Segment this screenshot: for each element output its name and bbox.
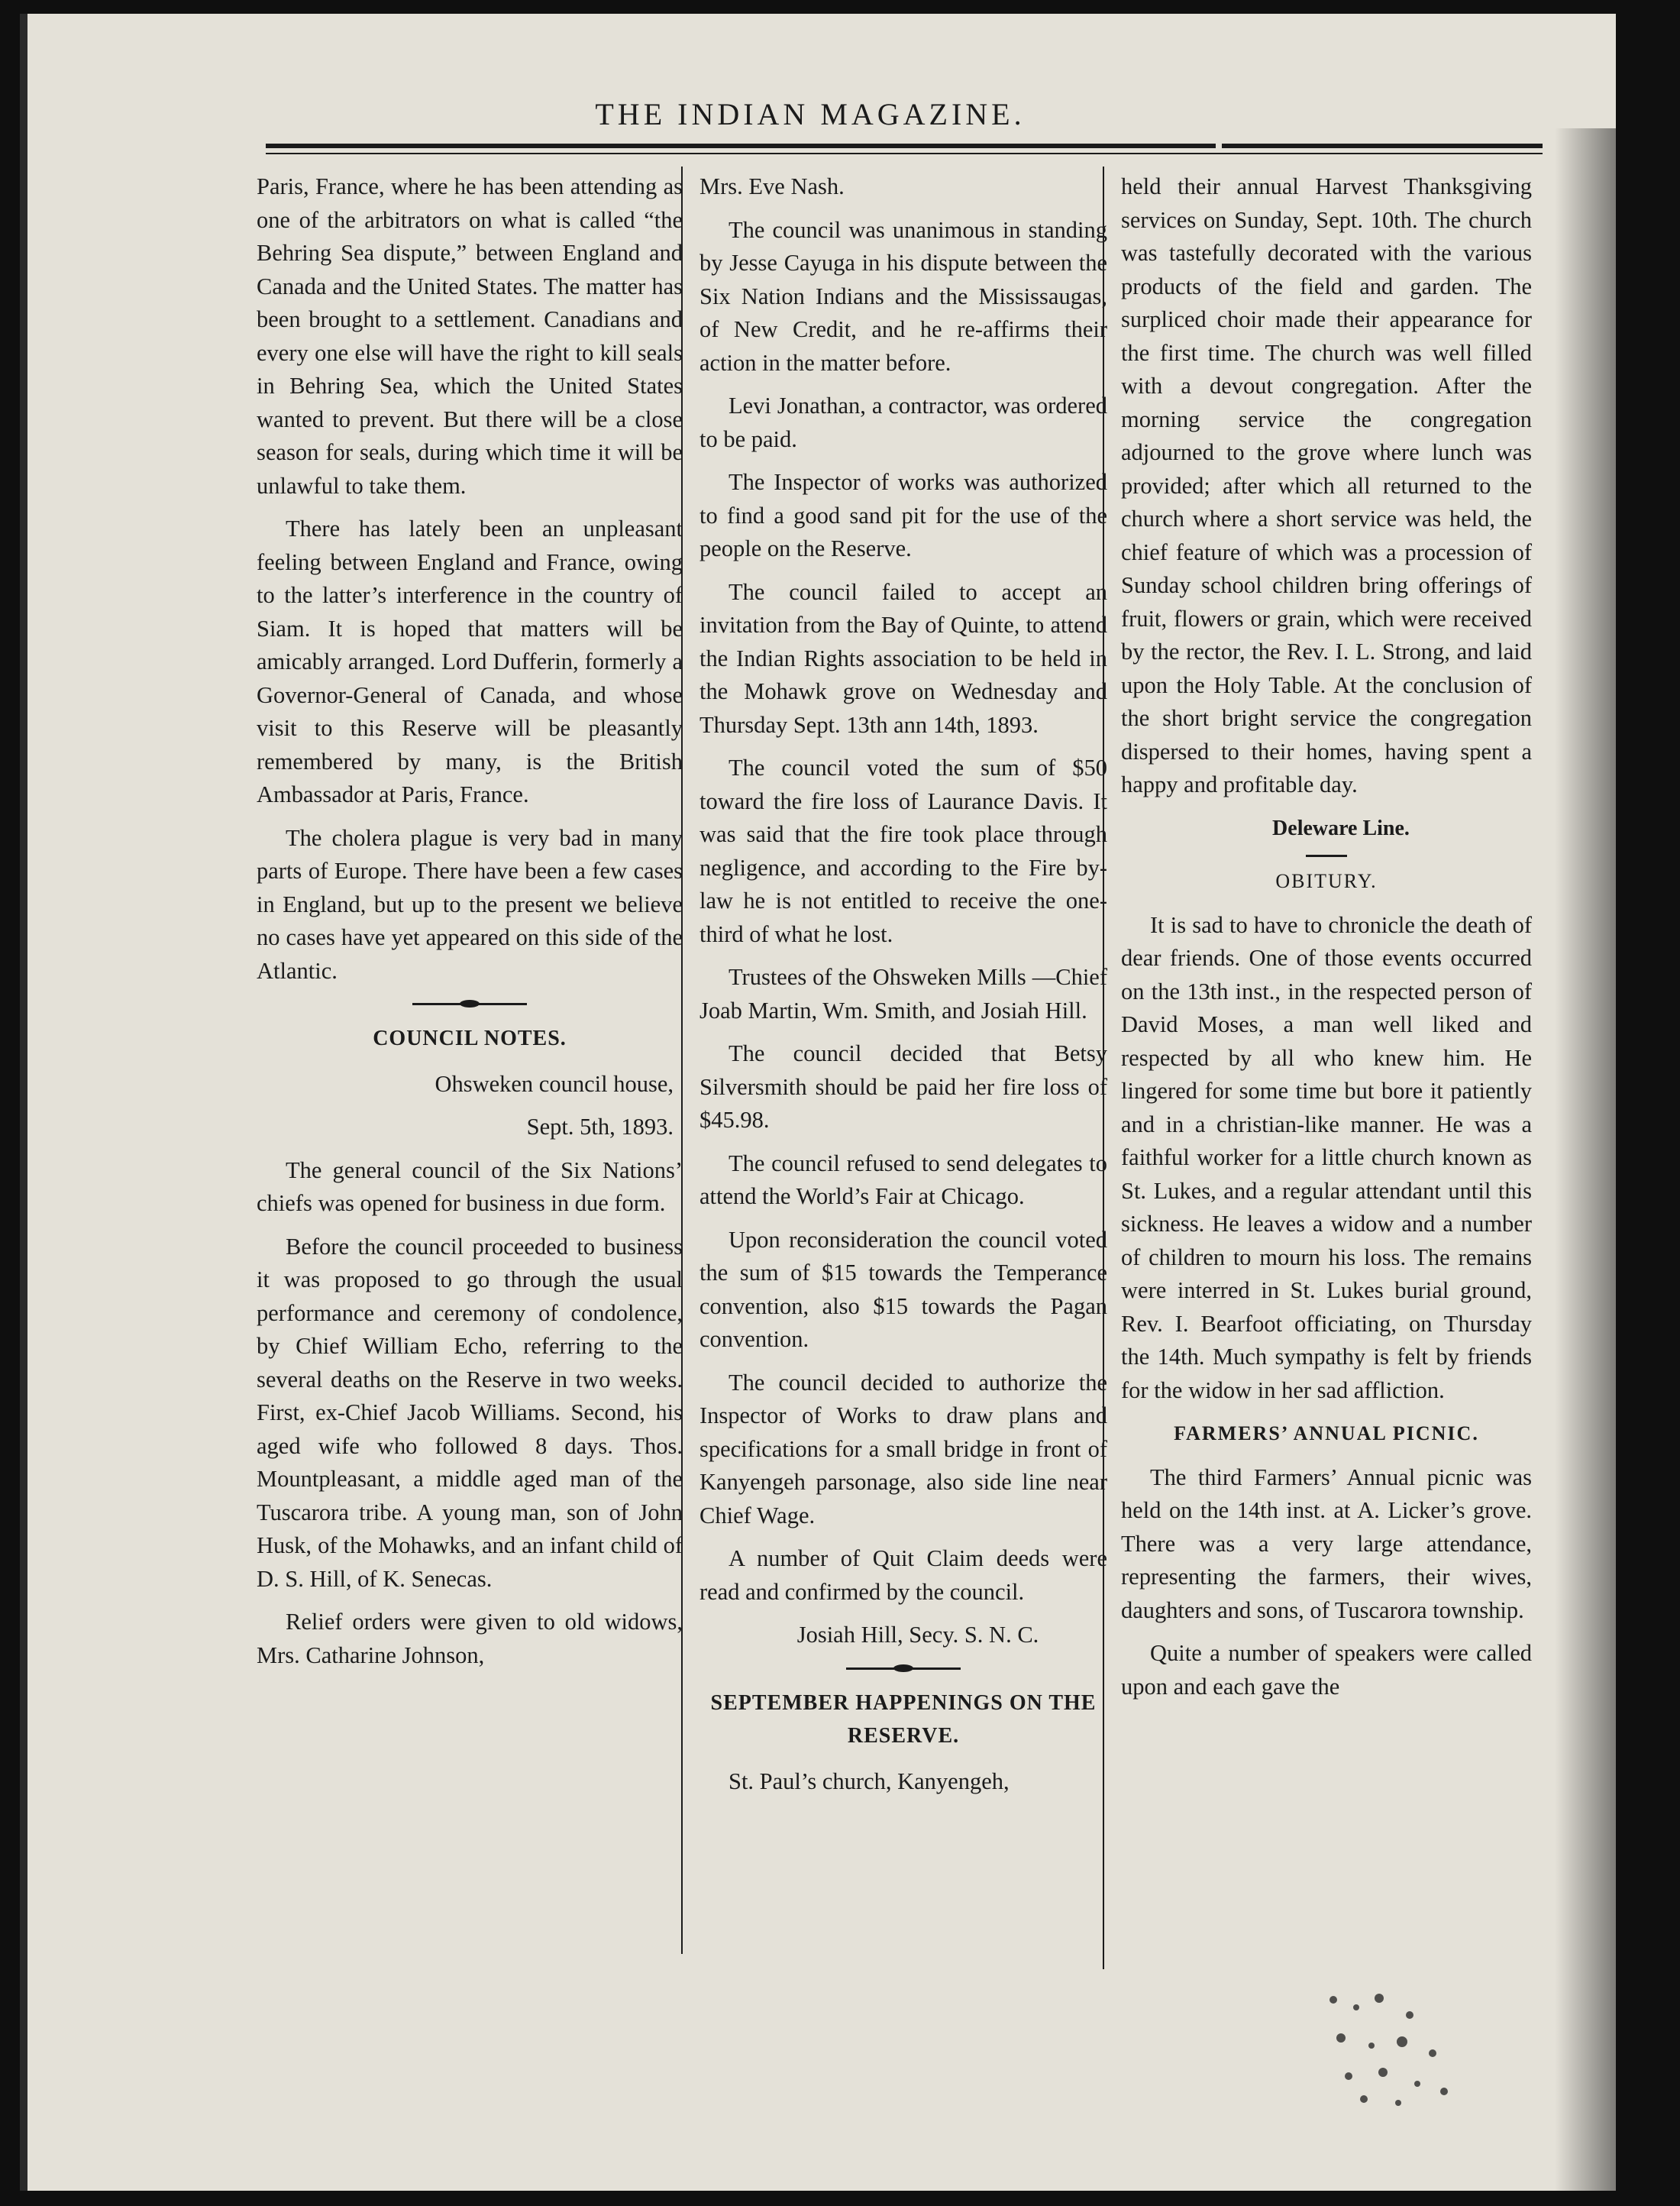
column-1 xyxy=(257,170,683,1682)
september-happenings-heading: SEPTEMBER HAPPENINGS ON THE RESERVE. xyxy=(710,1690,1097,1748)
farmers-picnic-heading: FARMERS’ ANNUAL PICNIC. xyxy=(1174,1422,1479,1444)
paragraph: The council decided to authorize the Inspector of Works to draw plans and specifications for a small bridge in front of Kanyengeh parsonage, also side line near Chief Wage. xyxy=(699,1369,1107,1528)
paragraph: The general council of the Six Nations’ chiefs was opened for business in due form. xyxy=(257,1156,683,1216)
paragraph: The council failed to accept an invitation from the Bay of Quinte, to attend the Indian Rights association to be held in the Mohawk grove on Wednesday and Thursday Sept. 13th ann 14th, 1893. xyxy=(699,578,1107,738)
paragraph: Before the council proceeded to business it was proposed to go through the usual performance and ceremony of condolence, by Chief William Echo, referring to the several deaths on the Reserve in two weeks. First, ex-Chief Jacob Williams. Second, his aged wife who followed 8 days. Thos. Mountpleasant, a middle aged man of the Tuscarora tribe. A young man, son of John Husk, of the Mohawks, and an infant child of D. S. Hill, of K. Senecas. xyxy=(257,1233,683,1592)
obituary-heading: OBITURY. xyxy=(1275,870,1378,892)
masthead-rule-right xyxy=(1222,144,1543,148)
masthead-rule-left xyxy=(266,144,1216,148)
paragraph: The cholera plague is very bad in many parts of Europe. There have been a few cases in England, but up to the present we believe no cases have yet appeared on this side of the Atlantic. xyxy=(257,824,683,984)
signature: Deleware Line. xyxy=(1272,816,1410,840)
section-separator xyxy=(412,1003,527,1005)
paragraph: Levi Jonathan, a contractor, was ordered to be paid. xyxy=(699,393,1107,452)
masthead-title: THE INDIAN MAGAZINE. xyxy=(595,97,1026,131)
dateline-place: Ohsweken council house, xyxy=(435,1070,674,1097)
paragraph: It is sad to have to chronicle the death of dear friends. One of those events occurred on the 13th inst., in the respected person of David Moses, a man well liked and respected by all who knew him. He lingered for some time but bore it patiently and in a christian-like manner. He was a faithful worker for a little church known as St. Lukes, and a regular attendant until this sickness. He leaves a widow and a number of children to mourn his loss. The remains were interred in St. Lukes burial ground, Rev. I. Bearfoot officiating, on Thursday the 14th. Much sympathy is felt by friends for the widow in her sad affliction. xyxy=(1121,911,1532,1403)
paragraph: The council was unanimous in standing by Jesse Cayuga in his dispute between the Six Nation Indians and the Mississaugas, of New Credit, and he re-affirms their action in the matter before. xyxy=(699,216,1107,376)
paragraph: There has lately been an unpleasant feeling between England and France, owing to the latter’s interference in the country of Siam. It is hoped that matters will be amicably arranged. Lord Dufferin, formerly a Governor-General of Canada, and whose visit to this Reserve will be pleasantly remembered by many, is the British Ambassador at Paris, France. xyxy=(257,516,683,807)
signature: Josiah Hill, Secy. S. N. C. xyxy=(796,1622,1039,1648)
paragraph: Paris, France, where he has been attending as one of the arbitrators on what is called “the Behring Sea dispute,” between England and Canada and the United States. The matter has been brought to a settlement. Canadians and every one else will have the right to kill seals in Behring Sea, which the United States wanted to prevent. But there will be a close season for seals, during which time it will be unlawful to take them. xyxy=(257,173,683,499)
paragraph: The council refused to send delegates to attend the World’s Fair at Chicago. xyxy=(699,1150,1107,1209)
paragraph: Trustees of the Ohsweken Mills —Chief Joab Martin, Wm. Smith, and Josiah Hill. xyxy=(699,964,1107,1024)
page-edge-shadow xyxy=(1555,128,1616,2191)
masthead-rule-thin xyxy=(266,153,1543,154)
paragraph: A number of Quit Claim deeds were read and confirmed by the council. xyxy=(699,1545,1107,1605)
ink-smudge xyxy=(1310,1984,1471,2114)
paragraph: St. Paul’s church, Kanyengeh, xyxy=(729,1768,1010,1794)
paragraph: The third Farmers’ Annual picnic was held on the 14th inst. at A. Licker’s grove. There was a very large attendance, representing the farmers, their wives, daughters and sons, of Tuscarora township. xyxy=(1121,1464,1532,1623)
column-2 xyxy=(699,170,1107,1808)
section-separator xyxy=(846,1667,961,1670)
magazine-page xyxy=(20,14,1616,2191)
paragraph: The Inspector of works was authorized to find a good sand pit for the use of the people on the Reserve. xyxy=(699,469,1107,561)
dateline-date: Sept. 5th, 1893. xyxy=(526,1114,674,1140)
paragraph: Mrs. Eve Nash. xyxy=(699,173,845,199)
paragraph: The council decided that Betsy Silversmith should be paid her fire loss of $45.98. xyxy=(699,1040,1107,1133)
column-3 xyxy=(1121,170,1532,1713)
paragraph: The council voted the sum of $50 toward the fire loss of Laurance Davis. It was said that the fire took place through negligence, and according to the Fire by-law he is not entitled to receive the one-third of what he lost. xyxy=(699,755,1107,947)
paragraph: Relief orders were given to old widows, Mrs. Catharine Johnson, xyxy=(257,1609,683,1668)
paragraph: held their annual Harvest Thanksgiving services on Sunday, Sept. 10th. The church was tastefully decorated with the various products of the field and garden. The surpliced choir made their appearance for the first time. The church was well filled with a devout congregation. After the morning service the congregation adjourned to the grove where lunch was provided; after which all returned to the church where a short service was held, the chief feature of which was a procession of Sunday school children bring offerings of fruit, flowers or grain, which were received by the rector, the Rev. I. L. Strong, and laid upon the Holy Table. At the conclusion of the short bright service the congregation dispersed to their homes, having spent a happy and profitable day. xyxy=(1121,173,1532,797)
section-separator xyxy=(1306,855,1347,857)
paragraph: Upon reconsideration the council voted the sum of $15 towards the Temperance convention, also $15 towards the Pagan convention. xyxy=(699,1226,1107,1352)
paragraph: Quite a number of speakers were called upon and each gave the xyxy=(1121,1640,1532,1700)
binding-edge xyxy=(20,14,27,2191)
council-notes-heading: COUNCIL NOTES. xyxy=(373,1027,567,1050)
